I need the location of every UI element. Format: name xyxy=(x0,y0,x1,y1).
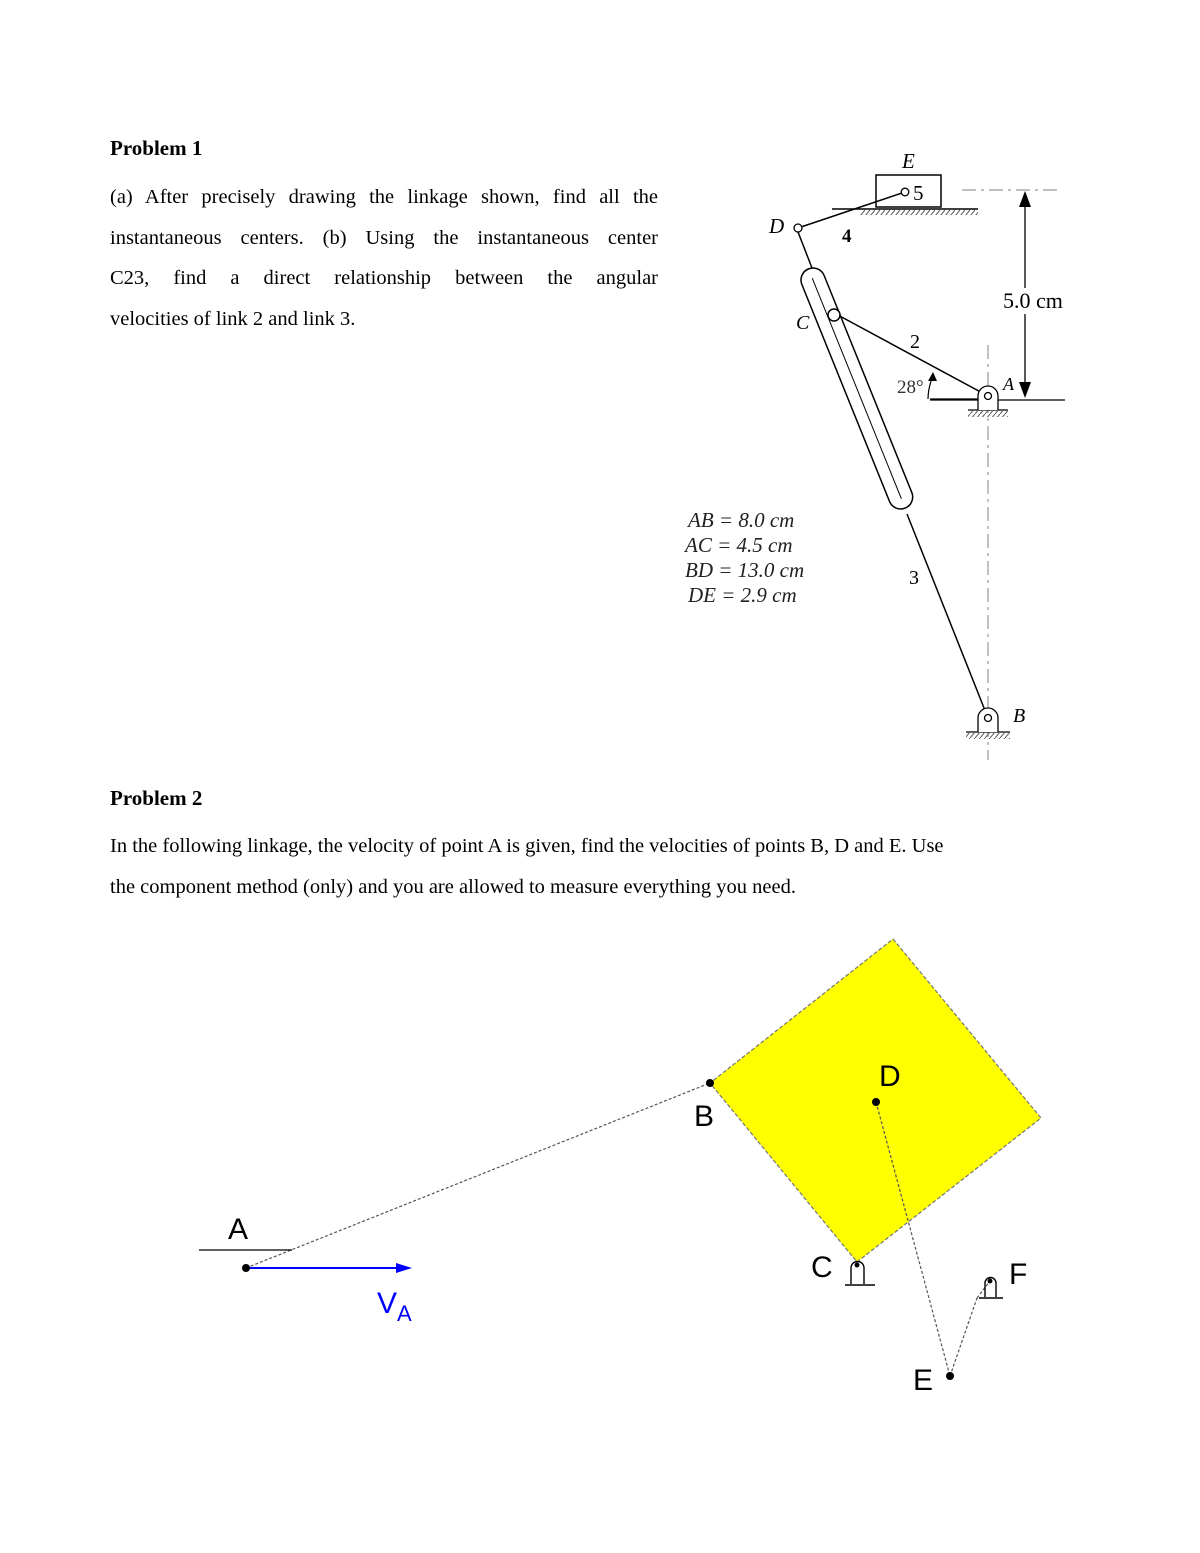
problem1-line: velocities of link 2 and link 3. xyxy=(110,307,356,330)
pin-f xyxy=(988,1279,993,1284)
point-b xyxy=(706,1079,714,1087)
velocity-arrowhead xyxy=(396,1263,412,1273)
label-link-2: 2 xyxy=(910,331,920,353)
label-point-a: A xyxy=(228,1213,249,1246)
point-d xyxy=(872,1098,880,1106)
problem2-line: In the following linkage, the velocity of point A is given, find the velocities of points B, D and E. Use xyxy=(110,835,944,857)
problem2-figure xyxy=(199,939,1041,1397)
link-3-lower xyxy=(907,514,988,718)
problem2-line: the component method (only) and you are allowed to measure everything you need. xyxy=(110,875,796,898)
pin-c xyxy=(828,309,840,321)
spec-bd: BD = 13.0 cm xyxy=(685,558,805,582)
pin-d xyxy=(794,224,802,232)
problem1-heading: Problem 1 xyxy=(110,136,203,160)
problem1-line: C23, find a direct relationship between the angular xyxy=(110,267,658,289)
slider-ground-hatch xyxy=(860,210,978,215)
label-point-e: E xyxy=(913,1364,934,1397)
label-velocity-sub: A xyxy=(397,1301,412,1326)
label-point-b: B xyxy=(694,1100,715,1133)
label-point-d: D xyxy=(879,1060,901,1093)
spec-ab: AB = 8.0 cm xyxy=(688,508,795,532)
label-dimension: 5.0 cm xyxy=(1003,288,1063,313)
label-velocity xyxy=(377,1287,412,1326)
label-c: C xyxy=(796,312,810,334)
dimension-arrow-top xyxy=(1019,191,1031,207)
angle-arrow xyxy=(928,372,937,381)
label-point-c: C xyxy=(811,1251,833,1284)
label-d: D xyxy=(769,214,785,238)
link-ef xyxy=(950,1298,977,1376)
problem2-heading: Problem 2 xyxy=(110,786,203,810)
label-angle: 28° xyxy=(897,377,924,398)
ground-b-hatch xyxy=(966,733,1010,739)
problem1-line: instantaneous centers. (b) Using the instantaneous center xyxy=(110,226,658,249)
label-link-4: 4 xyxy=(842,226,852,247)
label-b: B xyxy=(1013,705,1026,727)
problem1-figure xyxy=(683,149,1072,760)
label-e: E xyxy=(902,149,915,173)
ground-a-hatch xyxy=(968,411,1008,417)
label-velocity-v: V xyxy=(377,1287,398,1320)
label-link-5: 5 xyxy=(913,181,924,205)
spec-de: DE = 2.9 cm xyxy=(688,583,797,607)
pin-e xyxy=(901,188,909,196)
label-link-3: 3 xyxy=(909,567,919,589)
dimension-arrow-bottom xyxy=(1019,382,1031,398)
link-3-upper xyxy=(798,232,812,268)
pin-a xyxy=(985,393,992,400)
pin-b xyxy=(985,715,992,722)
link-ef-arm xyxy=(977,1281,990,1298)
label-a: A xyxy=(1003,374,1014,394)
point-e xyxy=(946,1372,954,1380)
spec-ac: AC = 4.5 cm xyxy=(685,533,793,557)
problem1-line: (a) After precisely drawing the linkage shown, find all the xyxy=(110,186,658,208)
label-point-f: F xyxy=(1009,1258,1028,1291)
point-a xyxy=(242,1264,250,1272)
link-ab xyxy=(246,1083,710,1268)
pin-c2 xyxy=(855,1263,860,1268)
